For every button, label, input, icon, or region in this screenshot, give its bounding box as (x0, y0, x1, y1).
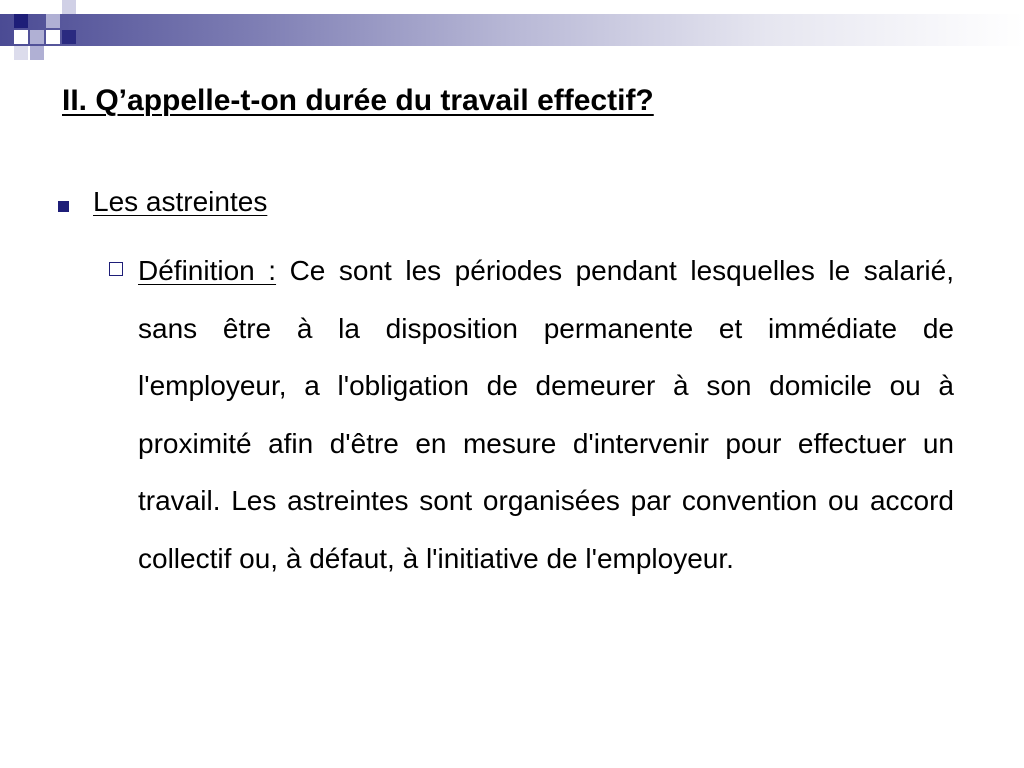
definition-paragraph (138, 242, 954, 587)
decor-square (14, 46, 28, 60)
decor-square (46, 14, 60, 28)
bullet-heading: Les astreintes (93, 186, 268, 217)
decor-square (62, 0, 76, 14)
slide-title: II. Q’appelle-t-on durée du travail effectif? (62, 84, 654, 117)
decor-square (30, 30, 44, 44)
decor-square (14, 30, 28, 44)
decor-square (14, 14, 28, 28)
definition-text: Ce sont les périodes pendant lesquelles le salarié, sans être à la disposition permanente et immédiate de l'employeur, a l'obligation de demeurer à son domicile ou à proximité afin d'être en mesure d'intervenir pour effectuer un travail. Les astreintes sont organisées par convention ou accord collectif ou, à défaut, à l'initiative de l'employeur. (138, 255, 954, 574)
hollow-square-bullet-icon (109, 262, 123, 276)
decor-square (46, 30, 60, 44)
square-bullet-icon (58, 201, 69, 212)
definition-label: Définition : (138, 255, 277, 286)
header-gradient-bar (0, 14, 1024, 46)
decor-square (62, 30, 76, 44)
decor-square (30, 46, 44, 60)
